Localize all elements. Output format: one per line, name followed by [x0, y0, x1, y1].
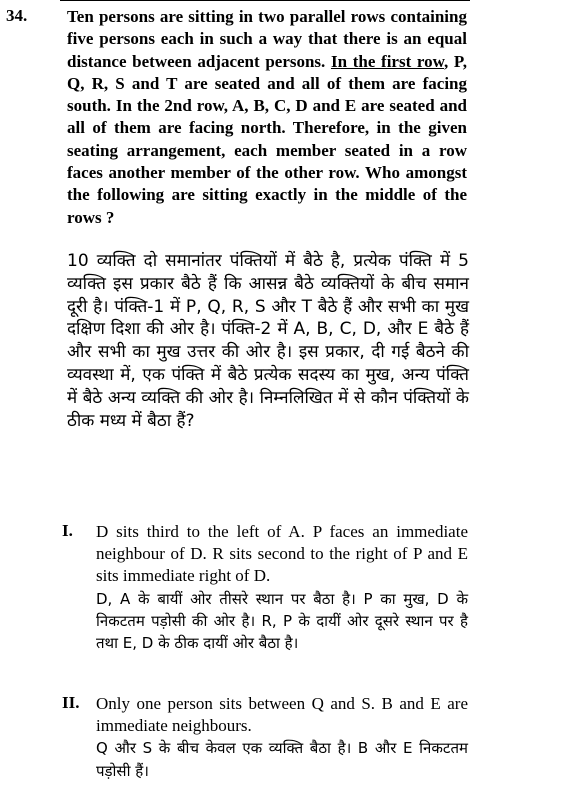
question-number: 34.	[6, 6, 28, 25]
statement-2	[96, 693, 468, 782]
question-text-part2: , P, Q, R, S and T are seated and all of them are facing south. In the 2nd row, A, B, C, D and E are seated and all of them are facing north. Therefore, in the given seating arrangement, each member seated in a row faces another member of the other row. Who amongst the following are sitting exactly in the middle of the rows ?	[67, 51, 467, 227]
first-row-phrase: In the first row	[330, 51, 444, 71]
statement-2-english: Only one person sits between Q and S. B and E are immediate neighbours.	[96, 694, 468, 736]
question-text-hindi: 10 व्यक्ति दो समानांतर पंक्तियों में बैठे है, प्रत्येक पंक्ति में 5 व्यक्ति इस प्रकार बैठे हैं कि आसन्न बैठे व्यक्तियों के बीच समान दूरी है। पंक्ति-1 में P, Q, R, S और T बैठे हैं और सभी का मुख दक्षिण दिशा की ओर है। पंक्ति-2 में A, B, C, D, और E बैठे हैं और सभी का मुख उत्तर की ओर है। इस प्रकार, दी गई बैठने की व्यवस्था में, एक पंक्ति में बैठे प्रत्येक सदस्य का मुख, अन्य पंक्ति में बैठे अन्य व्यक्ति की ओर है। निम्नलिखित में से कौन पंक्तियों के ठीक मध्य में बैठा हैं?	[67, 251, 469, 431]
statement-1	[96, 521, 468, 654]
statement-2-mark: II.	[62, 693, 80, 712]
question-text-english	[67, 6, 467, 229]
statement-1-hindi: D, A के बायीं ओर तीसरे स्थान पर बैठा है। P का मुख, D के निकटतम पड़ोसी की ओर है। R, P के दायीं ओर दूसरे स्थान पर है तथा E, D के ठीक दायीं ओर बैठा है।	[96, 589, 468, 653]
statement-1-english: D sits third to the left of A. P faces an immediate neighbour of D. R sits second to the right of P and E sits immediate right of D.	[96, 522, 468, 586]
top-rule	[60, 0, 470, 1]
statement-2-hindi: Q और S के बीच केवल एक व्यक्ति बैठा है। B और E निकटतम पड़ोसी हैं।	[96, 739, 468, 780]
statement-1-mark: I.	[62, 521, 73, 540]
question-text-part1: Ten persons are sitting in two parallel rows containing five persons each in such a way that there is an equal distance between adjacent persons.	[67, 7, 467, 71]
